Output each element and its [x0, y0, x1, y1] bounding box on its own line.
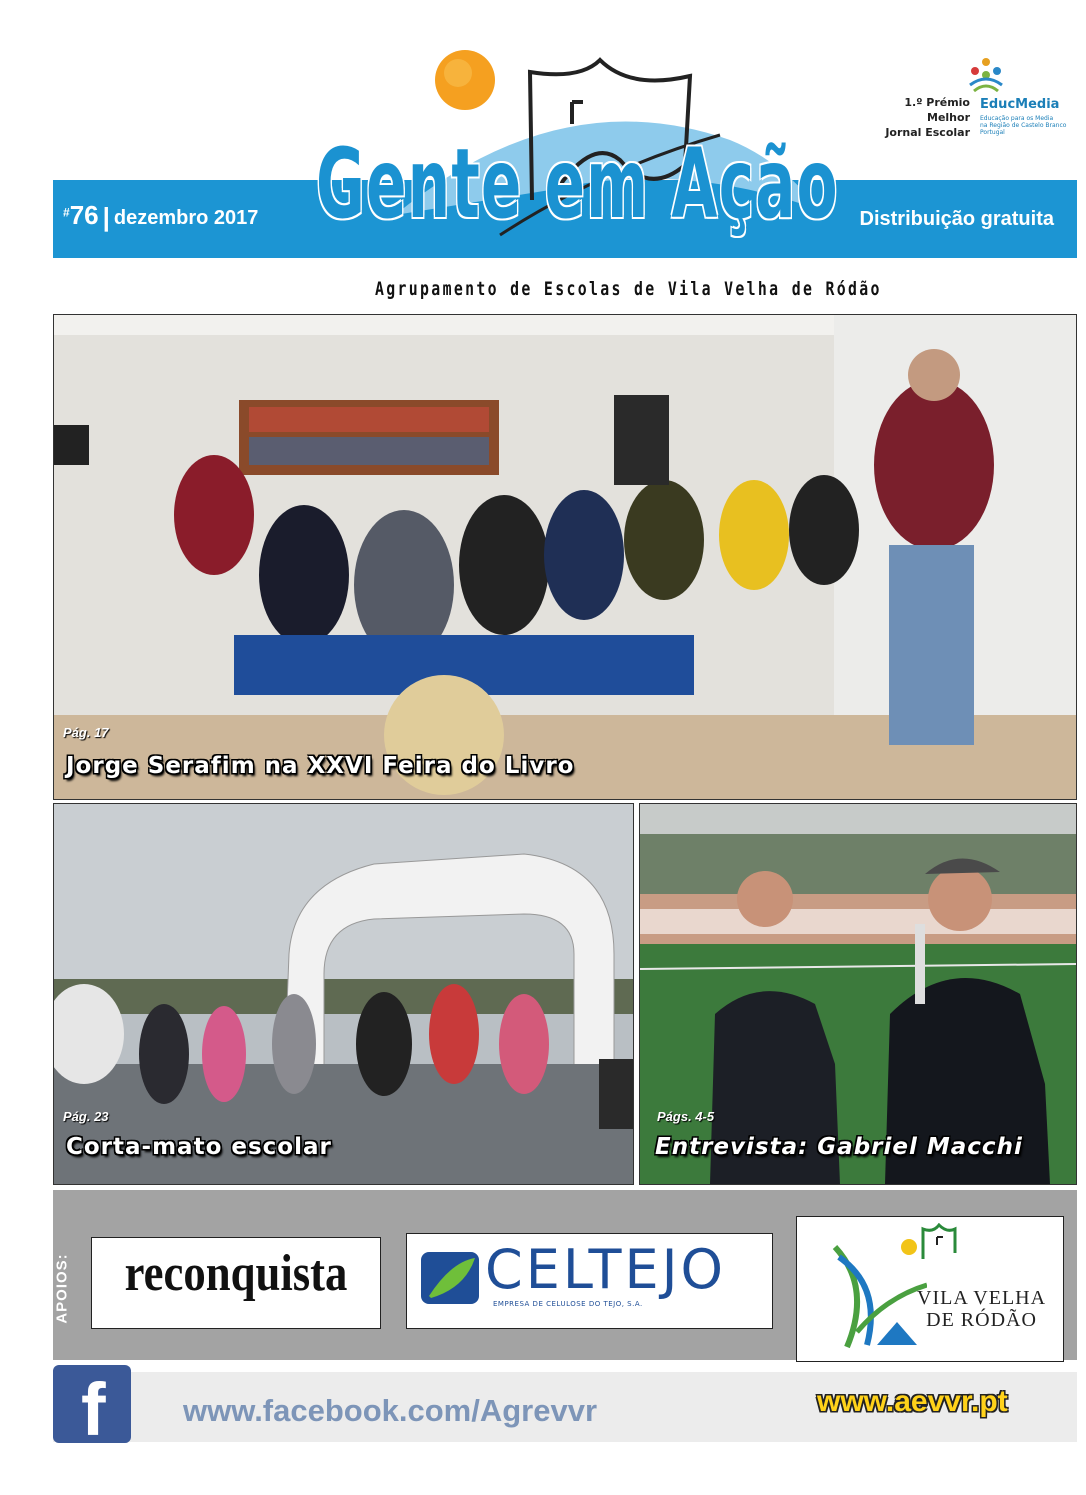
sponsor-reconquista[interactable]: [91, 1237, 381, 1329]
website-link[interactable]: www.aevvr.pt: [817, 1385, 1008, 1418]
issue-number: 76: [69, 200, 99, 230]
award-line-3: Jornal Escolar: [885, 126, 970, 139]
sponsor-celtejo-name: CELTEJO: [485, 1238, 727, 1301]
story-1-headline[interactable]: Jorge Serafim na XXVI Feira do Livro: [66, 753, 575, 779]
photo-book-fair[interactable]: [53, 314, 1077, 800]
interview-photo: [640, 804, 1076, 1184]
award-line-1: 1.º Prémio: [904, 96, 970, 109]
facebook-icon-letter: f: [81, 1368, 106, 1443]
sponsor-celtejo-subtitle: EMPRESA DE CELULOSE DO TEJO, S.A.: [493, 1300, 643, 1308]
story-1-page: Pág. 17: [63, 725, 109, 740]
issue-info: [63, 200, 258, 233]
educmedia-logo-icon: [966, 55, 1006, 95]
facebook-icon[interactable]: [53, 1365, 131, 1443]
sponsors-panel: [53, 1190, 1077, 1360]
vvr-castle-icon: [919, 1223, 959, 1261]
sponsor-reconquista-name: reconquista: [124, 1245, 348, 1302]
issue-hash: #: [63, 205, 70, 220]
story-2-headline[interactable]: Corta-mato escolar: [66, 1134, 332, 1160]
award-org-desc: [980, 115, 1086, 136]
award-desc-1: Educação para os Media: [980, 115, 1054, 122]
story-3-page: Págs. 4-5: [657, 1109, 715, 1124]
story-3-headline[interactable]: Entrevista: Gabriel Macchi: [655, 1134, 1023, 1160]
award-desc-3: Portugal: [980, 129, 1005, 136]
sponsor-vvr-name: [917, 1287, 1046, 1331]
story-2-page: Pág. 23: [63, 1109, 109, 1124]
race-photo: [54, 804, 633, 1184]
photo-interview[interactable]: [639, 803, 1077, 1185]
facebook-link[interactable]: www.facebook.com/Agrevvr: [183, 1393, 598, 1428]
sponsors-label: APOIOS:: [53, 1253, 71, 1324]
issue-date: dezembro 2017: [113, 207, 259, 229]
sponsor-vila-velha-rodao[interactable]: [796, 1216, 1064, 1362]
distribution-label: Distribuição gratuita: [859, 208, 1054, 230]
sponsor-vvr-line-1: VILA VELHA: [917, 1287, 1047, 1309]
newspaper-subtitle: Agrupamento de Escolas de Vila Velha de Ródão: [375, 278, 882, 300]
sponsors-label-wrap: [53, 1246, 83, 1336]
classroom-photo: [54, 315, 1076, 799]
sponsor-celtejo[interactable]: [406, 1233, 773, 1329]
award-desc-2: na Região de Castelo Branco: [980, 122, 1067, 129]
award-line-2: Melhor: [927, 111, 970, 124]
vvr-municipality-logo-icon: [817, 1227, 927, 1352]
issue-separator: |: [102, 202, 110, 232]
award-text: [885, 95, 970, 140]
sponsor-vvr-line-2: DE RÓDÃO: [926, 1309, 1037, 1331]
newspaper-title: Gente em Ação: [316, 128, 839, 240]
award-org-name: EducMedia: [980, 97, 1060, 112]
award-block: [866, 55, 1086, 155]
celtejo-leaf-icon: [421, 1252, 479, 1304]
photo-cross-country[interactable]: [53, 803, 634, 1185]
